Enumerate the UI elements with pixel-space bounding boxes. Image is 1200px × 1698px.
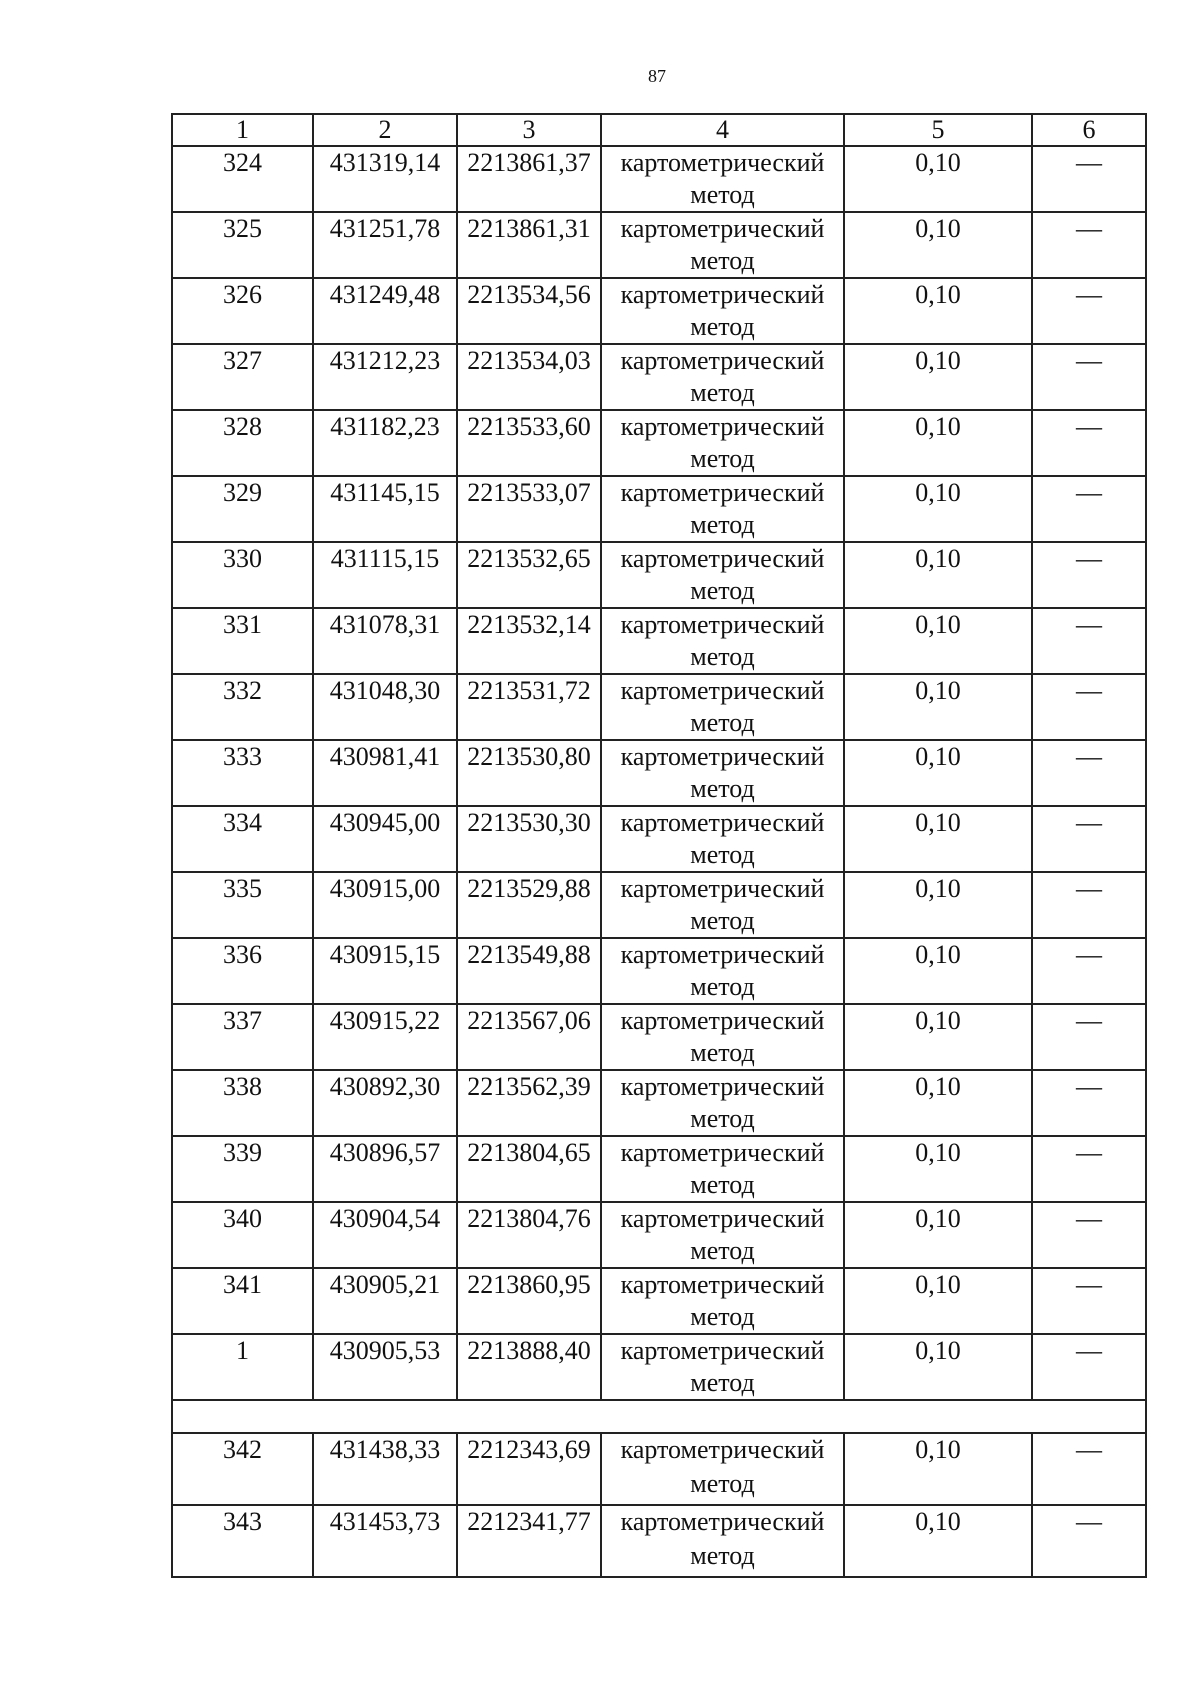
table-row bbox=[172, 476, 1146, 542]
note-cell: — bbox=[1032, 1334, 1146, 1400]
y-coordinate-cell: 2213533,07 bbox=[457, 476, 601, 542]
method-line-2: метод bbox=[690, 312, 755, 341]
coordinates-table bbox=[171, 113, 1147, 1578]
header-cell: 2 bbox=[313, 114, 457, 146]
accuracy-cell: 0,10 bbox=[844, 674, 1032, 740]
separator-row bbox=[172, 1400, 1146, 1433]
accuracy-cell: 0,10 bbox=[844, 1334, 1032, 1400]
y-coordinate-cell: 2213534,03 bbox=[457, 344, 601, 410]
method-line-2: метод bbox=[690, 1104, 755, 1133]
method-line-2: метод bbox=[690, 1469, 755, 1498]
y-coordinate-cell: 2213861,37 bbox=[457, 146, 601, 212]
note-cell: — bbox=[1032, 608, 1146, 674]
method-line-1: картометрический bbox=[620, 1336, 825, 1365]
note-cell: — bbox=[1032, 1268, 1146, 1334]
table-row bbox=[172, 674, 1146, 740]
y-coordinate-cell: 2213533,60 bbox=[457, 410, 601, 476]
note-cell: — bbox=[1032, 740, 1146, 806]
method-line-2: метод bbox=[690, 576, 755, 605]
method-line-2: метод bbox=[690, 1038, 755, 1067]
x-coordinate-cell: 431078,31 bbox=[313, 608, 457, 674]
note-cell: — bbox=[1032, 1070, 1146, 1136]
y-coordinate-cell: 2213529,88 bbox=[457, 872, 601, 938]
point-number-cell: 343 bbox=[172, 1505, 313, 1577]
method-line-2: метод bbox=[690, 378, 755, 407]
y-coordinate-cell: 2213562,39 bbox=[457, 1070, 601, 1136]
method-line-1: картометрический bbox=[620, 214, 825, 243]
method-cell bbox=[601, 674, 844, 740]
table-row bbox=[172, 1070, 1146, 1136]
table-row bbox=[172, 542, 1146, 608]
accuracy-cell: 0,10 bbox=[844, 212, 1032, 278]
point-number-cell: 326 bbox=[172, 278, 313, 344]
y-coordinate-cell: 2213530,80 bbox=[457, 740, 601, 806]
x-coordinate-cell: 430915,15 bbox=[313, 938, 457, 1004]
point-number-cell: 340 bbox=[172, 1202, 313, 1268]
point-number-cell: 336 bbox=[172, 938, 313, 1004]
method-cell bbox=[601, 1202, 844, 1268]
note-cell: — bbox=[1032, 1004, 1146, 1070]
method-line-1: картометрический bbox=[620, 148, 825, 177]
x-coordinate-cell: 431115,15 bbox=[313, 542, 457, 608]
method-cell bbox=[601, 1505, 844, 1577]
accuracy-cell: 0,10 bbox=[844, 938, 1032, 1004]
x-coordinate-cell: 430892,30 bbox=[313, 1070, 457, 1136]
method-line-2: метод bbox=[690, 642, 755, 671]
point-number-cell: 330 bbox=[172, 542, 313, 608]
method-line-1: картометрический bbox=[620, 742, 825, 771]
method-cell bbox=[601, 212, 844, 278]
method-cell bbox=[601, 146, 844, 212]
method-line-2: метод bbox=[690, 180, 755, 209]
method-line-1: картометрический bbox=[620, 1270, 825, 1299]
accuracy-cell: 0,10 bbox=[844, 476, 1032, 542]
method-cell bbox=[601, 1433, 844, 1505]
accuracy-cell: 0,10 bbox=[844, 608, 1032, 674]
method-line-2: метод bbox=[690, 1541, 755, 1570]
header-cell: 4 bbox=[601, 114, 844, 146]
note-cell: — bbox=[1032, 542, 1146, 608]
method-line-1: картометрический bbox=[620, 544, 825, 573]
method-line-1: картометрический bbox=[620, 1507, 825, 1536]
method-line-2: метод bbox=[690, 246, 755, 275]
accuracy-cell: 0,10 bbox=[844, 1202, 1032, 1268]
y-coordinate-cell: 2213532,14 bbox=[457, 608, 601, 674]
table-body bbox=[172, 114, 1146, 1577]
page-number: 87 bbox=[648, 66, 666, 86]
point-number-cell: 337 bbox=[172, 1004, 313, 1070]
table-row bbox=[172, 608, 1146, 674]
y-coordinate-cell: 2213530,30 bbox=[457, 806, 601, 872]
note-cell: — bbox=[1032, 476, 1146, 542]
header-cell: 6 bbox=[1032, 114, 1146, 146]
header-cell: 5 bbox=[844, 114, 1032, 146]
table-row bbox=[172, 1004, 1146, 1070]
x-coordinate-cell: 430905,21 bbox=[313, 1268, 457, 1334]
method-line-2: метод bbox=[690, 774, 755, 803]
point-number-cell: 324 bbox=[172, 146, 313, 212]
y-coordinate-cell: 2213860,95 bbox=[457, 1268, 601, 1334]
method-cell bbox=[601, 1136, 844, 1202]
method-line-1: картометрический bbox=[620, 280, 825, 309]
method-line-2: метод bbox=[690, 1170, 755, 1199]
x-coordinate-cell: 431249,48 bbox=[313, 278, 457, 344]
method-line-2: метод bbox=[690, 1236, 755, 1265]
note-cell: — bbox=[1032, 938, 1146, 1004]
note-cell: — bbox=[1032, 410, 1146, 476]
x-coordinate-cell: 430945,00 bbox=[313, 806, 457, 872]
note-cell: — bbox=[1032, 1505, 1146, 1577]
table-row bbox=[172, 146, 1146, 212]
method-line-1: картометрический bbox=[620, 412, 825, 441]
table-header-row bbox=[172, 114, 1146, 146]
x-coordinate-cell: 431145,15 bbox=[313, 476, 457, 542]
x-coordinate-cell: 431048,30 bbox=[313, 674, 457, 740]
method-line-2: метод bbox=[690, 708, 755, 737]
y-coordinate-cell: 2213549,88 bbox=[457, 938, 601, 1004]
accuracy-cell: 0,10 bbox=[844, 1505, 1032, 1577]
point-number-cell: 1 bbox=[172, 1334, 313, 1400]
method-line-1: картометрический bbox=[620, 1006, 825, 1035]
point-number-cell: 334 bbox=[172, 806, 313, 872]
method-line-1: картометрический bbox=[620, 940, 825, 969]
y-coordinate-cell: 2213531,72 bbox=[457, 674, 601, 740]
accuracy-cell: 0,10 bbox=[844, 1136, 1032, 1202]
point-number-cell: 328 bbox=[172, 410, 313, 476]
method-line-2: метод bbox=[690, 1302, 755, 1331]
note-cell: — bbox=[1032, 344, 1146, 410]
y-coordinate-cell: 2213888,40 bbox=[457, 1334, 601, 1400]
note-cell: — bbox=[1032, 146, 1146, 212]
method-cell bbox=[601, 278, 844, 344]
method-cell bbox=[601, 608, 844, 674]
method-cell bbox=[601, 1334, 844, 1400]
y-coordinate-cell: 2212341,77 bbox=[457, 1505, 601, 1577]
method-line-1: картометрический bbox=[620, 676, 825, 705]
x-coordinate-cell: 430904,54 bbox=[313, 1202, 457, 1268]
accuracy-cell: 0,10 bbox=[844, 278, 1032, 344]
x-coordinate-cell: 431319,14 bbox=[313, 146, 457, 212]
method-line-2: метод bbox=[690, 906, 755, 935]
method-line-1: картометрический bbox=[620, 1435, 825, 1464]
method-cell bbox=[601, 1070, 844, 1136]
method-line-1: картометрический bbox=[620, 610, 825, 639]
method-cell bbox=[601, 344, 844, 410]
point-number-cell: 338 bbox=[172, 1070, 313, 1136]
note-cell: — bbox=[1032, 278, 1146, 344]
point-number-cell: 333 bbox=[172, 740, 313, 806]
accuracy-cell: 0,10 bbox=[844, 1004, 1032, 1070]
x-coordinate-cell: 431182,23 bbox=[313, 410, 457, 476]
note-cell: — bbox=[1032, 674, 1146, 740]
point-number-cell: 341 bbox=[172, 1268, 313, 1334]
accuracy-cell: 0,10 bbox=[844, 146, 1032, 212]
method-line-1: картометрический bbox=[620, 874, 825, 903]
method-line-1: картометрический bbox=[620, 478, 825, 507]
accuracy-cell: 0,10 bbox=[844, 344, 1032, 410]
point-number-cell: 329 bbox=[172, 476, 313, 542]
method-line-1: картометрический bbox=[620, 1204, 825, 1233]
x-coordinate-cell: 431438,33 bbox=[313, 1433, 457, 1505]
note-cell: — bbox=[1032, 1136, 1146, 1202]
separator-cell bbox=[172, 1400, 1146, 1433]
table-row bbox=[172, 1334, 1146, 1400]
table-row bbox=[172, 1433, 1146, 1505]
method-line-2: метод bbox=[690, 1368, 755, 1397]
point-number-cell: 342 bbox=[172, 1433, 313, 1505]
table-row bbox=[172, 1505, 1146, 1577]
point-number-cell: 331 bbox=[172, 608, 313, 674]
point-number-cell: 335 bbox=[172, 872, 313, 938]
x-coordinate-cell: 430905,53 bbox=[313, 1334, 457, 1400]
method-line-2: метод bbox=[690, 444, 755, 473]
x-coordinate-cell: 430981,41 bbox=[313, 740, 457, 806]
y-coordinate-cell: 2213567,06 bbox=[457, 1004, 601, 1070]
y-coordinate-cell: 2213532,65 bbox=[457, 542, 601, 608]
method-cell bbox=[601, 1268, 844, 1334]
x-coordinate-cell: 431453,73 bbox=[313, 1505, 457, 1577]
table-row bbox=[172, 410, 1146, 476]
note-cell: — bbox=[1032, 1433, 1146, 1505]
method-line-1: картометрический bbox=[620, 808, 825, 837]
y-coordinate-cell: 2213861,31 bbox=[457, 212, 601, 278]
table-row bbox=[172, 278, 1146, 344]
accuracy-cell: 0,10 bbox=[844, 1070, 1032, 1136]
method-line-1: картометрический bbox=[620, 1072, 825, 1101]
x-coordinate-cell: 431212,23 bbox=[313, 344, 457, 410]
table-row bbox=[172, 1202, 1146, 1268]
point-number-cell: 332 bbox=[172, 674, 313, 740]
method-line-1: картометрический bbox=[620, 1138, 825, 1167]
method-line-2: метод bbox=[690, 510, 755, 539]
accuracy-cell: 0,10 bbox=[844, 1268, 1032, 1334]
x-coordinate-cell: 430896,57 bbox=[313, 1136, 457, 1202]
method-line-2: метод bbox=[690, 972, 755, 1001]
y-coordinate-cell: 2212343,69 bbox=[457, 1433, 601, 1505]
y-coordinate-cell: 2213804,76 bbox=[457, 1202, 601, 1268]
accuracy-cell: 0,10 bbox=[844, 872, 1032, 938]
header-cell: 3 bbox=[457, 114, 601, 146]
method-line-1: картометрический bbox=[620, 346, 825, 375]
method-cell bbox=[601, 872, 844, 938]
method-cell bbox=[601, 938, 844, 1004]
table-row bbox=[172, 212, 1146, 278]
header-cell: 1 bbox=[172, 114, 313, 146]
table-row bbox=[172, 1268, 1146, 1334]
x-coordinate-cell: 430915,22 bbox=[313, 1004, 457, 1070]
method-cell bbox=[601, 542, 844, 608]
accuracy-cell: 0,10 bbox=[844, 1433, 1032, 1505]
method-line-2: метод bbox=[690, 840, 755, 869]
y-coordinate-cell: 2213804,65 bbox=[457, 1136, 601, 1202]
method-cell bbox=[601, 806, 844, 872]
table-row bbox=[172, 806, 1146, 872]
note-cell: — bbox=[1032, 872, 1146, 938]
table-row bbox=[172, 872, 1146, 938]
note-cell: — bbox=[1032, 212, 1146, 278]
table-row bbox=[172, 344, 1146, 410]
table-row bbox=[172, 740, 1146, 806]
method-cell bbox=[601, 410, 844, 476]
point-number-cell: 327 bbox=[172, 344, 313, 410]
method-cell bbox=[601, 476, 844, 542]
x-coordinate-cell: 430915,00 bbox=[313, 872, 457, 938]
method-cell bbox=[601, 1004, 844, 1070]
point-number-cell: 339 bbox=[172, 1136, 313, 1202]
note-cell: — bbox=[1032, 806, 1146, 872]
note-cell: — bbox=[1032, 1202, 1146, 1268]
accuracy-cell: 0,10 bbox=[844, 806, 1032, 872]
accuracy-cell: 0,10 bbox=[844, 542, 1032, 608]
x-coordinate-cell: 431251,78 bbox=[313, 212, 457, 278]
point-number-cell: 325 bbox=[172, 212, 313, 278]
accuracy-cell: 0,10 bbox=[844, 410, 1032, 476]
accuracy-cell: 0,10 bbox=[844, 740, 1032, 806]
method-cell bbox=[601, 740, 844, 806]
table-row bbox=[172, 938, 1146, 1004]
y-coordinate-cell: 2213534,56 bbox=[457, 278, 601, 344]
table-row bbox=[172, 1136, 1146, 1202]
